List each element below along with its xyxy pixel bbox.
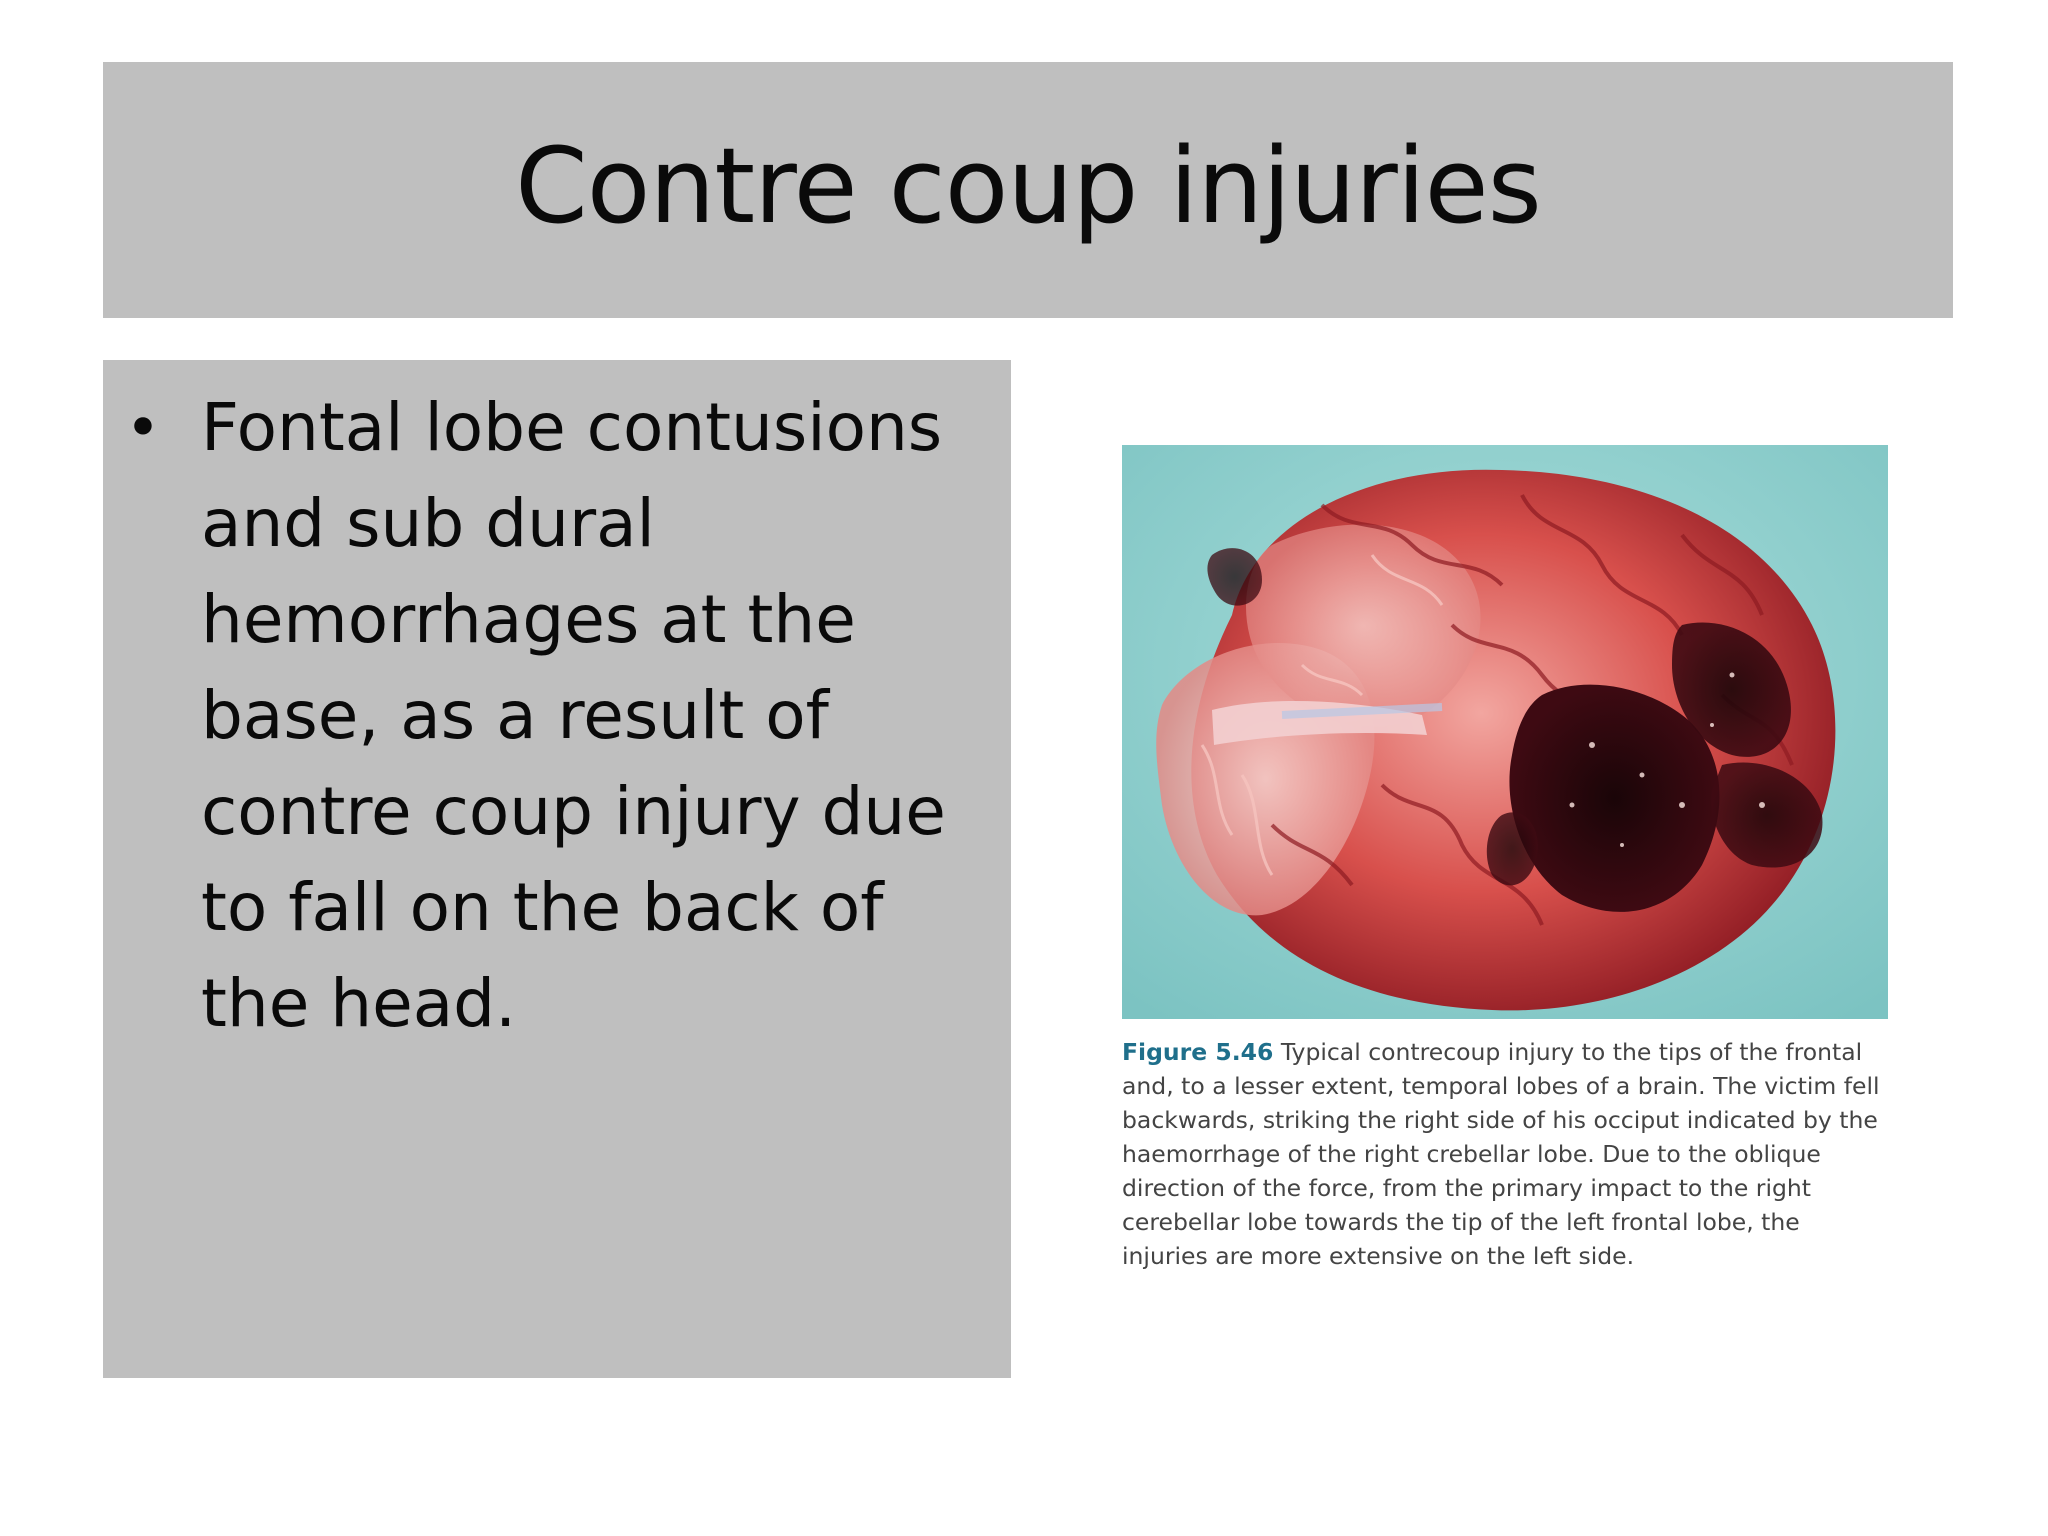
bullet-text: Fontal lobe contusions and sub dural hemorrhages at the base, as a result of contre coup injury due to fall on the back of the head.: [201, 389, 946, 1042]
content-box: [103, 360, 1011, 1378]
bullet-item: [103, 380, 1011, 1052]
bullet-list: [103, 380, 1011, 1052]
slide-title: Contre coup injuries: [515, 125, 1541, 247]
figure-caption-text: Typical contrecoup injury to the tips of the frontal and, to a lesser extent, temporal lobes of a brain. The victim fell backwards, striking the right side of his occiput indicated by the haemorrhage of the right crebellar lobe. Due to the oblique direction of the force, from the primary impact to the right cerebellar lobe towards the tip of the left frontal lobe, the injuries are more extensive on the left side.: [1122, 1038, 1880, 1270]
figure-label: Figure 5.46: [1122, 1038, 1274, 1066]
title-box: [103, 62, 1953, 318]
brain-photo: [1122, 445, 1888, 1019]
figure-caption: [1122, 1035, 1888, 1273]
bullet-dot-icon: •: [125, 393, 161, 463]
figure: [1122, 445, 1888, 1273]
